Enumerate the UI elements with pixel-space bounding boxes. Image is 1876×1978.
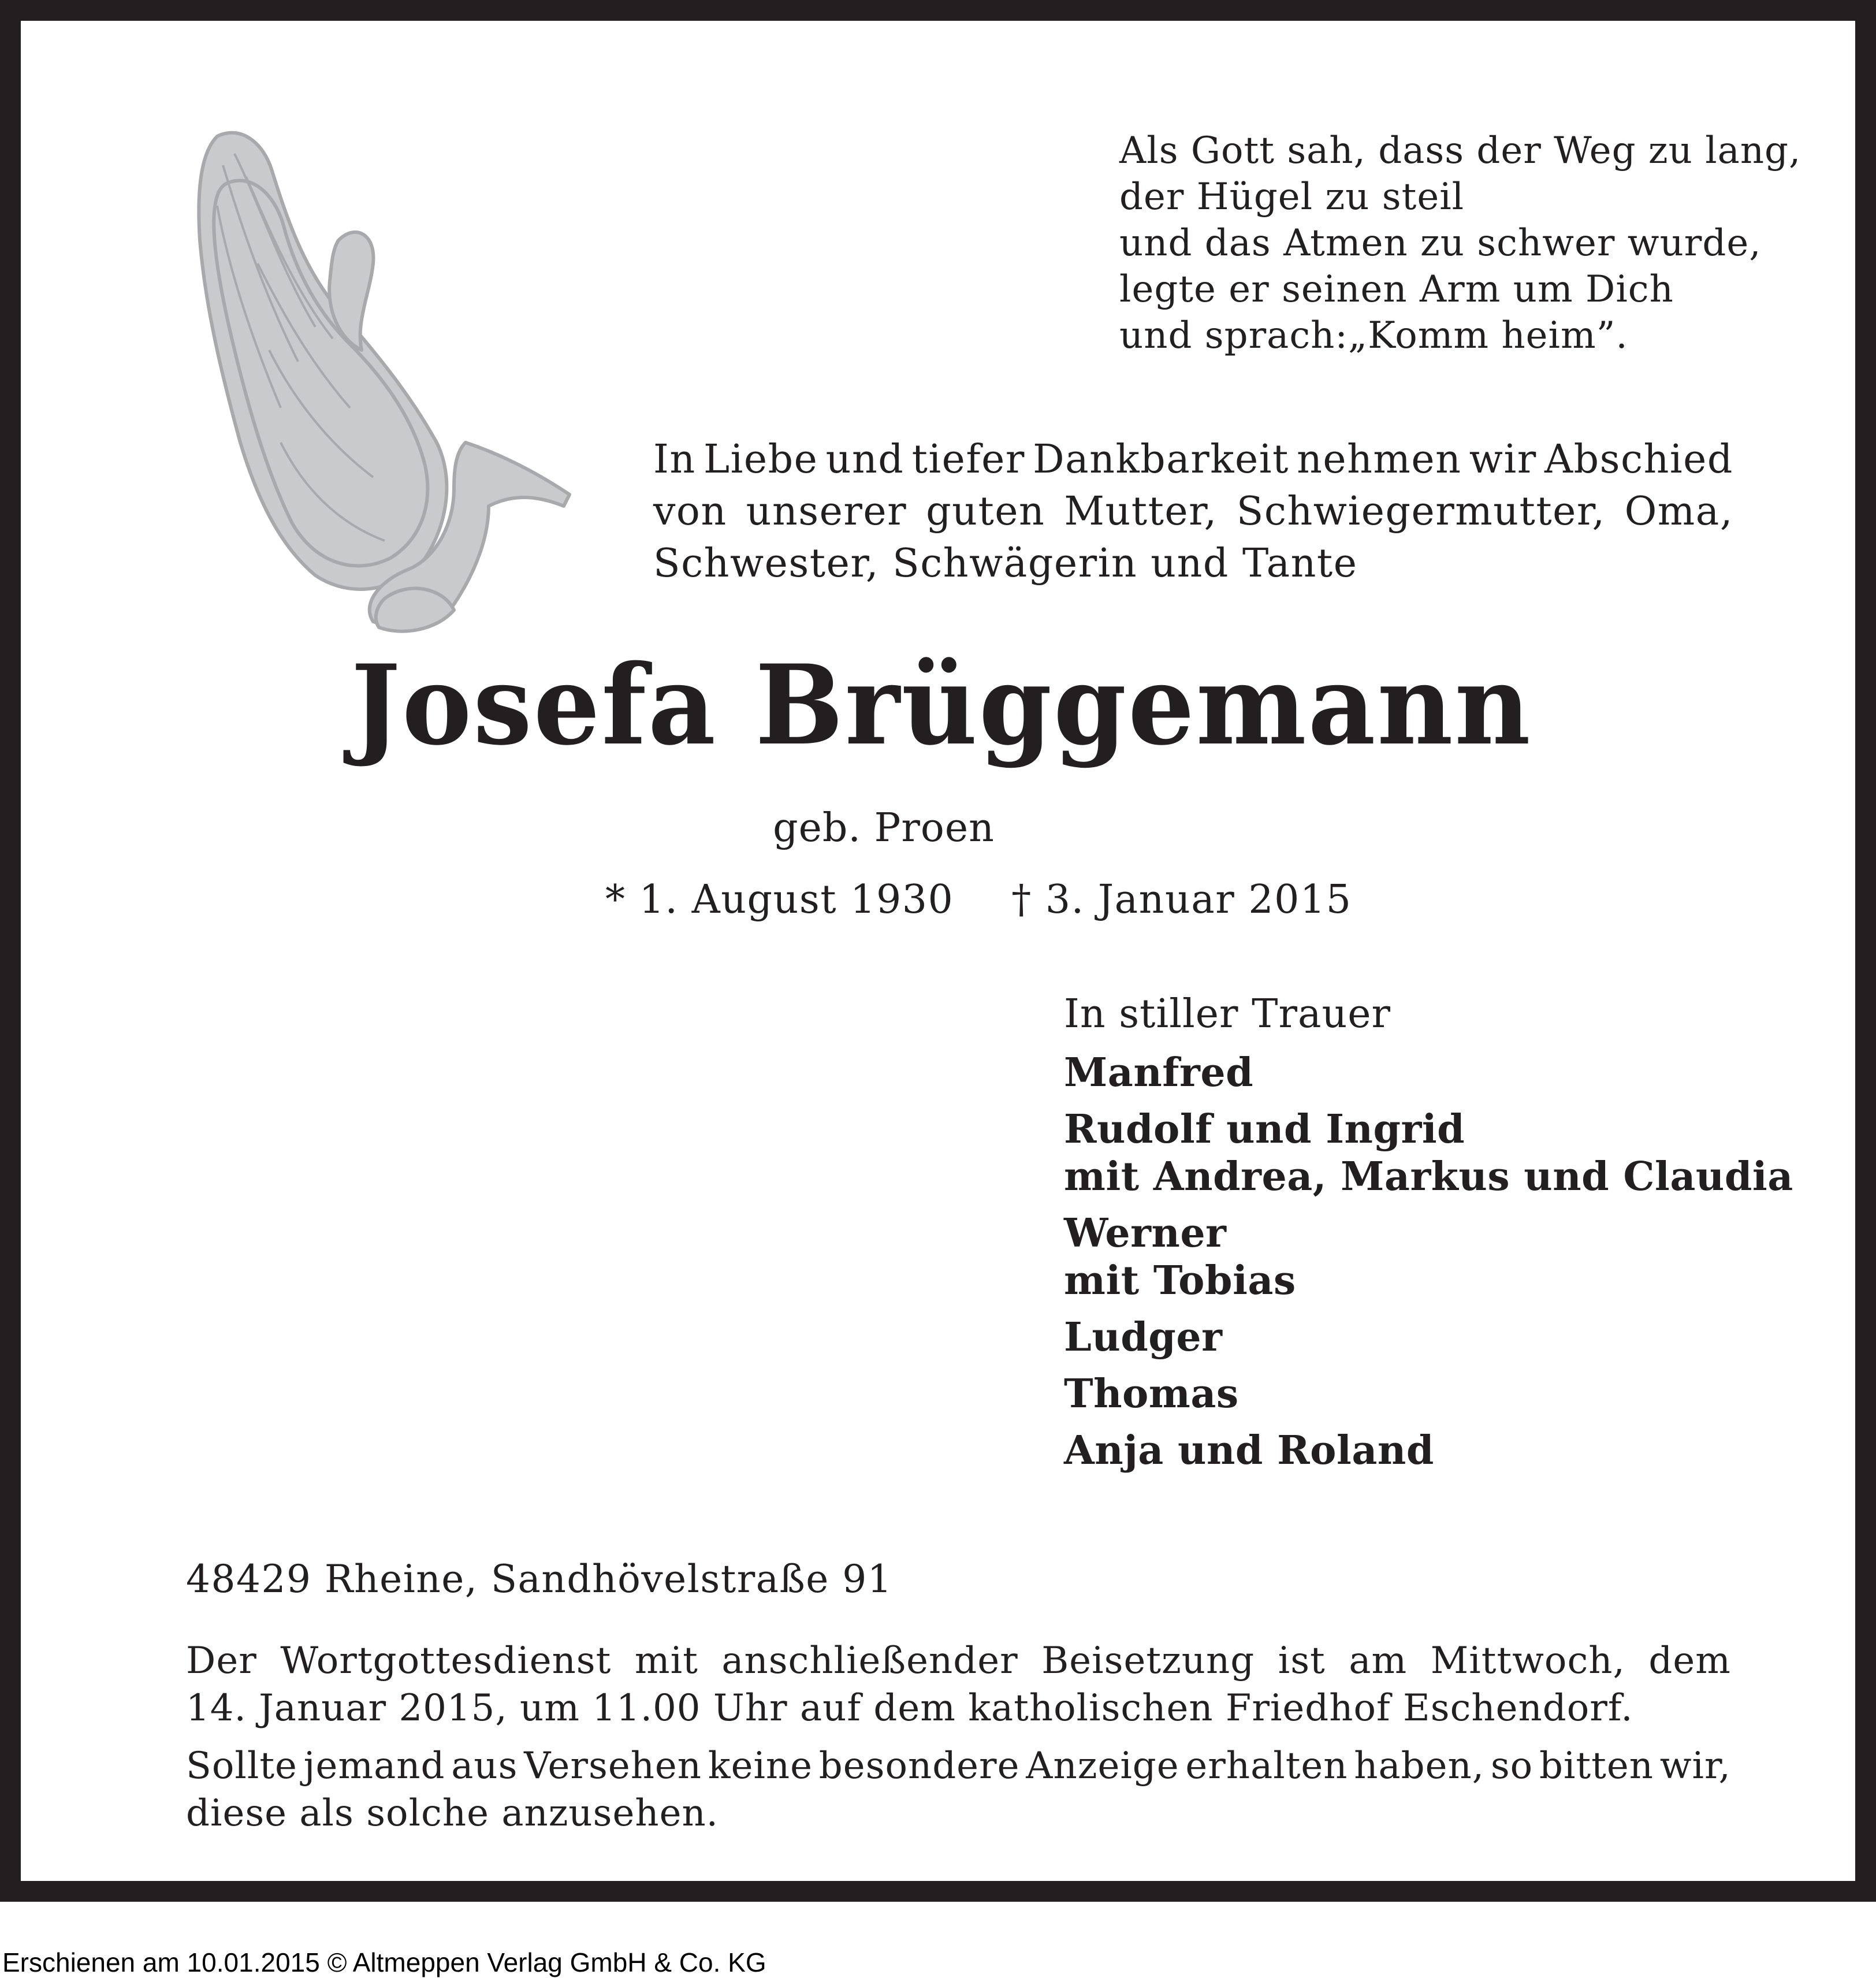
- notice-word: besondere: [818, 1745, 1020, 1787]
- notice-word: jemand: [303, 1745, 445, 1787]
- intro-word: Liebe: [703, 437, 818, 482]
- mourners: [1064, 991, 1815, 1484]
- intro-word: wir: [1469, 437, 1537, 482]
- intro-word: Abschied: [1544, 437, 1733, 482]
- poem-line: legte er seinen Arm um Dich: [1119, 268, 1674, 311]
- intro-word: unserer: [746, 489, 907, 534]
- life-dates: [605, 877, 1352, 923]
- poem-line: und sprach:„Komm heim”.: [1119, 314, 1628, 357]
- mourner-line: Rudolf und Ingrid: [1064, 1106, 1465, 1152]
- notice-word: Sollte: [186, 1745, 297, 1787]
- intro-word: nehmen: [1297, 437, 1462, 482]
- intro-line-3: Schwester, Schwägerin und Tante: [653, 541, 1358, 586]
- intro-word: Mutter,: [1064, 489, 1218, 534]
- intro-word: Oma,: [1624, 489, 1733, 534]
- service-line-1: [186, 1637, 1731, 1685]
- mourners-heading: In stiller Trauer: [1064, 991, 1391, 1037]
- intro-word: tiefer: [911, 437, 1025, 482]
- mourner-line: mit Tobias: [1064, 1258, 1296, 1304]
- poem-line: Als Gott sah, dass der Weg zu lang,: [1119, 129, 1801, 172]
- notice-line-2: diese als solche anzusehen.: [186, 1792, 719, 1835]
- notice-word: so: [1490, 1745, 1533, 1787]
- intro-word: guten: [926, 489, 1045, 534]
- mourner-group: [1064, 1106, 1815, 1200]
- notice-line-1: [186, 1742, 1731, 1790]
- mourner-group: [1064, 1210, 1815, 1304]
- intro-text: [653, 434, 1733, 590]
- poem: [1119, 128, 1801, 359]
- mourner-line: Ludger: [1064, 1314, 1223, 1360]
- service-word: Der: [186, 1639, 257, 1682]
- notice-info: [186, 1742, 1731, 1837]
- notice-word: wir,: [1659, 1745, 1731, 1787]
- intro-word: und: [825, 437, 904, 482]
- intro-word: von: [653, 489, 727, 534]
- service-word: am: [1349, 1639, 1408, 1682]
- service-line-2: 14. Januar 2015, um 11.00 Uhr auf dem katholischen Friedhof Eschendorf.: [186, 1687, 1633, 1730]
- notice-word: haben,: [1354, 1745, 1485, 1787]
- service-word: ist: [1278, 1639, 1326, 1682]
- mourner-line: mit Andrea, Markus und Claudia: [1064, 1154, 1793, 1200]
- service-word: Mittwoch,: [1430, 1639, 1625, 1682]
- mourner-group: [1064, 1427, 1815, 1474]
- deceased-name-text: Josefa Brüggemann: [351, 641, 1532, 769]
- service-word: Beisetzung: [1041, 1639, 1255, 1682]
- notice-word: Versehen: [524, 1745, 702, 1787]
- intro-line-1: [653, 434, 1733, 486]
- mourner-group: [1064, 1370, 1815, 1418]
- mourner-line: Werner: [1064, 1210, 1227, 1256]
- notice-word: keine: [708, 1745, 813, 1787]
- death-date: † 3. Januar 2015: [1011, 877, 1352, 923]
- address: 48429 Rheine, Sandhövelstraße 91: [186, 1557, 893, 1601]
- birth-date: * 1. August 1930: [605, 877, 954, 923]
- service-word: Wortgottesdienst: [280, 1639, 612, 1682]
- mourner-line: Thomas: [1064, 1371, 1239, 1417]
- mourner-group: [1064, 1049, 1815, 1096]
- mourner-group: [1064, 1314, 1815, 1361]
- service-info: [186, 1637, 1731, 1732]
- intro-line-2: [653, 486, 1733, 538]
- intro-word: In: [653, 437, 696, 482]
- poem-line: der Hügel zu steil: [1119, 176, 1465, 218]
- publication-footer: Erschienen am 10.01.2015 © Altmeppen Verlag GmbH & Co. KG: [2, 1947, 766, 1977]
- notice-word: aus: [451, 1745, 518, 1787]
- deceased-name: [21, 641, 1876, 769]
- notice-word: bitten: [1539, 1745, 1654, 1787]
- birth-name: [21, 805, 1876, 852]
- service-word: mit: [634, 1639, 698, 1682]
- notice-word: Anzeige: [1026, 1745, 1179, 1787]
- birth-name-text: geb. Proen: [773, 805, 995, 851]
- praying-hands-icon: [165, 119, 581, 639]
- intro-word: Schwiegermutter,: [1236, 489, 1606, 534]
- intro-word: Dankbarkeit: [1033, 437, 1289, 482]
- mourner-line: Manfred: [1064, 1050, 1254, 1096]
- poem-line: und das Atmen zu schwer wurde,: [1119, 222, 1762, 265]
- mourner-line: Anja und Roland: [1064, 1427, 1434, 1474]
- service-word: dem: [1648, 1639, 1731, 1682]
- service-word: anschließender: [721, 1639, 1018, 1682]
- notice-word: erhalten: [1185, 1745, 1348, 1787]
